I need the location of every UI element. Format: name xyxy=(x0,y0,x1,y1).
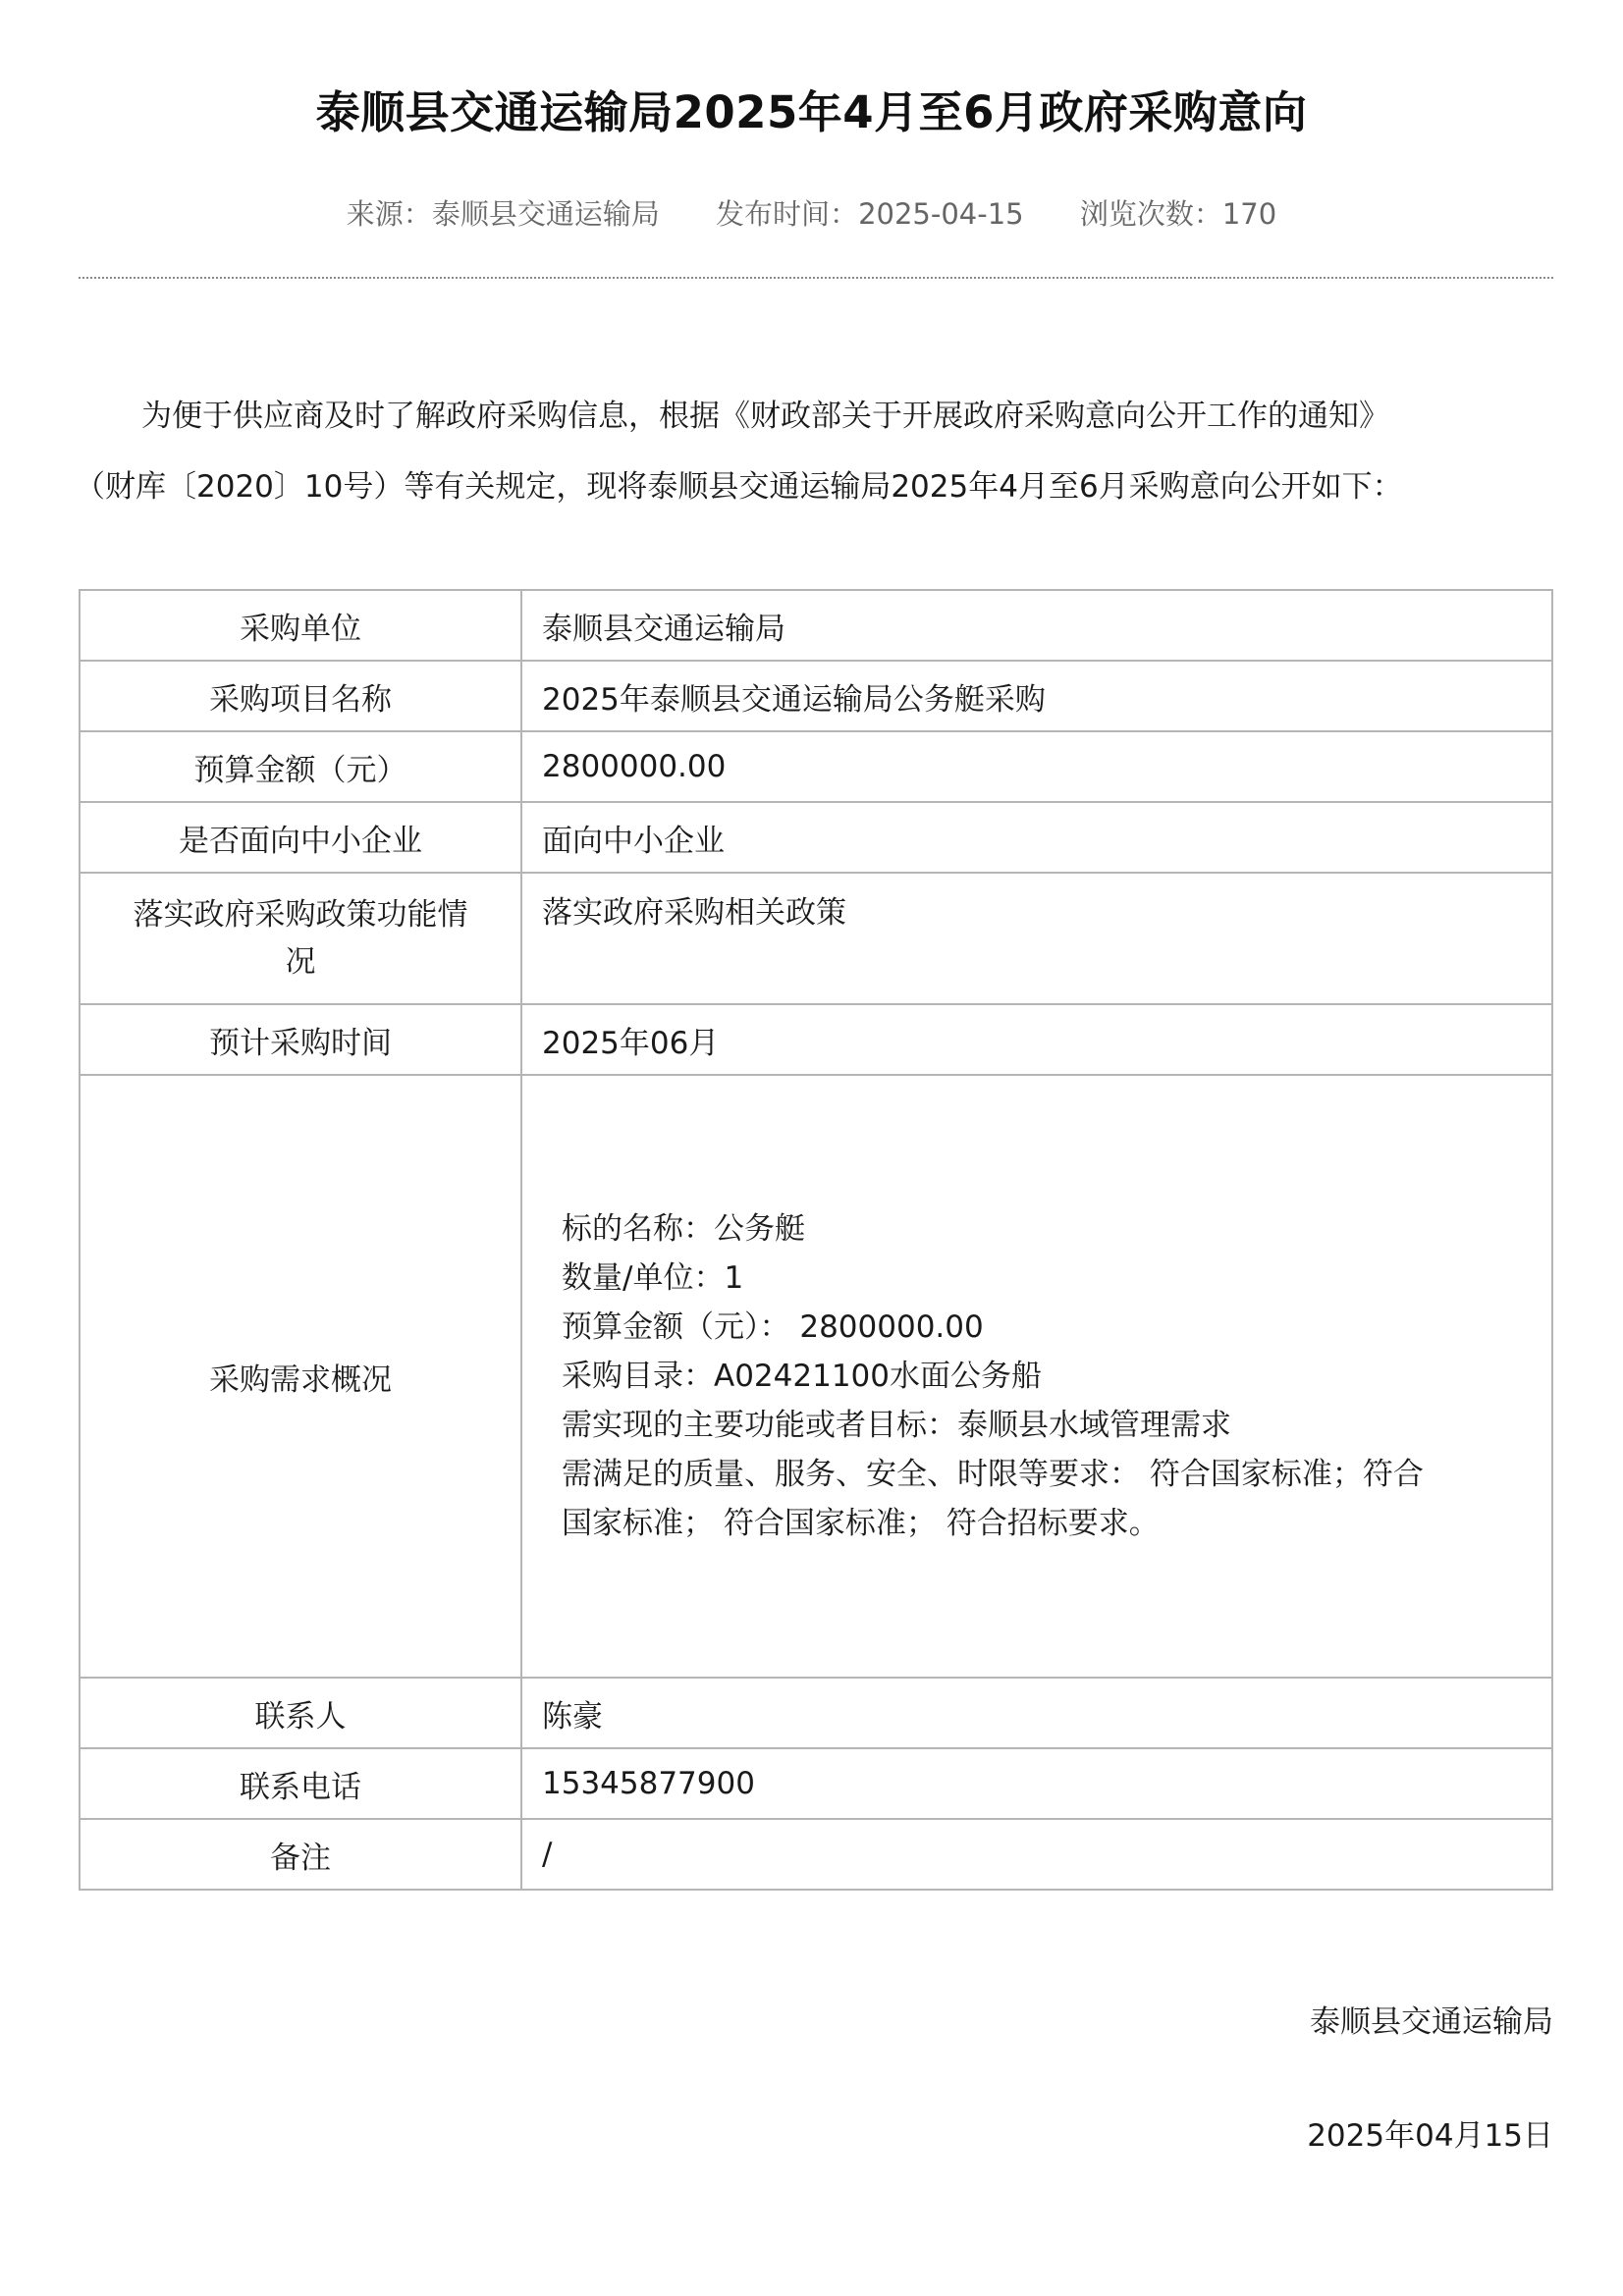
intro-line-1: 为便于供应商及时了解政府采购信息，根据《财政部关于开展政府采购意向公开工作的通知》 xyxy=(141,399,1389,434)
row-contact xyxy=(80,1678,1552,1748)
meta-publish-value: 2025-04-15 xyxy=(858,197,1024,231)
unit-label: 采购单位 xyxy=(80,590,521,661)
procurement-table xyxy=(79,589,1553,1891)
policy-value: 落实政府采购相关政策 xyxy=(521,873,1552,1004)
req-line: 预算金额（元）： 2800000.00 xyxy=(562,1309,984,1345)
footer-organization: 泰顺县交通运输局 xyxy=(1310,2004,1553,2040)
row-time xyxy=(80,1004,1552,1075)
req-line: 数量/单位：1 xyxy=(562,1260,744,1296)
req-line: 标的名称：公务艇 xyxy=(562,1211,805,1247)
time-value: 2025年06月 xyxy=(521,1004,1552,1075)
row-requirements xyxy=(80,1075,1552,1678)
meta-views xyxy=(1080,192,1276,233)
unit-value: 泰顺县交通运输局 xyxy=(521,590,1552,661)
row-remark xyxy=(80,1819,1552,1890)
time-label: 预计采购时间 xyxy=(80,1004,521,1075)
remark-label: 备注 xyxy=(80,1819,521,1890)
row-sme xyxy=(80,802,1552,873)
policy-label-line-1: 落实政府采购政策功能情 xyxy=(133,897,468,933)
req-line: 需实现的主要功能或者目标：泰顺县水域管理需求 xyxy=(562,1408,1231,1443)
page-title: 泰顺县交通运输局2025年4月至6月政府采购意向 xyxy=(315,86,1308,138)
requirements-block xyxy=(562,1204,1524,1548)
requirements-label: 采购需求概况 xyxy=(80,1075,521,1678)
budget-value: 2800000.00 xyxy=(521,731,1552,802)
row-project xyxy=(80,661,1552,731)
requirements-value xyxy=(521,1075,1552,1678)
row-phone xyxy=(80,1748,1552,1819)
project-label: 采购项目名称 xyxy=(80,661,521,731)
contact-label: 联系人 xyxy=(80,1678,521,1748)
contact-value: 陈豪 xyxy=(521,1678,1552,1748)
dotted-divider xyxy=(79,277,1553,279)
sme-value: 面向中小企业 xyxy=(521,802,1552,873)
phone-label: 联系电话 xyxy=(80,1748,521,1819)
intro-paragraph xyxy=(75,381,1553,522)
intro-line-2: （财库〔2020〕10号）等有关规定，现将泰顺县交通运输局2025年4月至6月采购意向公开如下： xyxy=(75,469,1403,505)
meta-publish xyxy=(716,192,1024,233)
project-value: 2025年泰顺县交通运输局公务艇采购 xyxy=(521,661,1552,731)
meta-source-label: 来源： xyxy=(346,197,432,231)
budget-label: 预算金额（元） xyxy=(80,731,521,802)
meta-info xyxy=(0,192,1623,233)
meta-source xyxy=(347,192,660,233)
req-line: 采购目录：A02421100水面公务船 xyxy=(562,1359,1042,1394)
policy-label xyxy=(80,873,521,1004)
row-unit xyxy=(80,590,1552,661)
phone-value: 15345877900 xyxy=(521,1748,1552,1819)
meta-views-value: 170 xyxy=(1221,197,1277,231)
footer-date: 2025年04月15日 xyxy=(1307,2118,1553,2154)
req-line: 国家标准； 符合国家标准； 符合招标要求。 xyxy=(562,1506,1160,1541)
req-line: 需满足的质量、服务、安全、时限等要求： 符合国家标准；符合 xyxy=(562,1457,1424,1492)
meta-source-value: 泰顺县交通运输局 xyxy=(431,197,660,231)
meta-views-label: 浏览次数： xyxy=(1079,197,1222,231)
row-budget xyxy=(80,731,1552,802)
meta-publish-label: 发布时间： xyxy=(716,197,859,231)
row-policy xyxy=(80,873,1552,1004)
policy-label-line-2: 况 xyxy=(285,944,316,980)
remark-value: / xyxy=(521,1819,1552,1890)
sme-label: 是否面向中小企业 xyxy=(80,802,521,873)
